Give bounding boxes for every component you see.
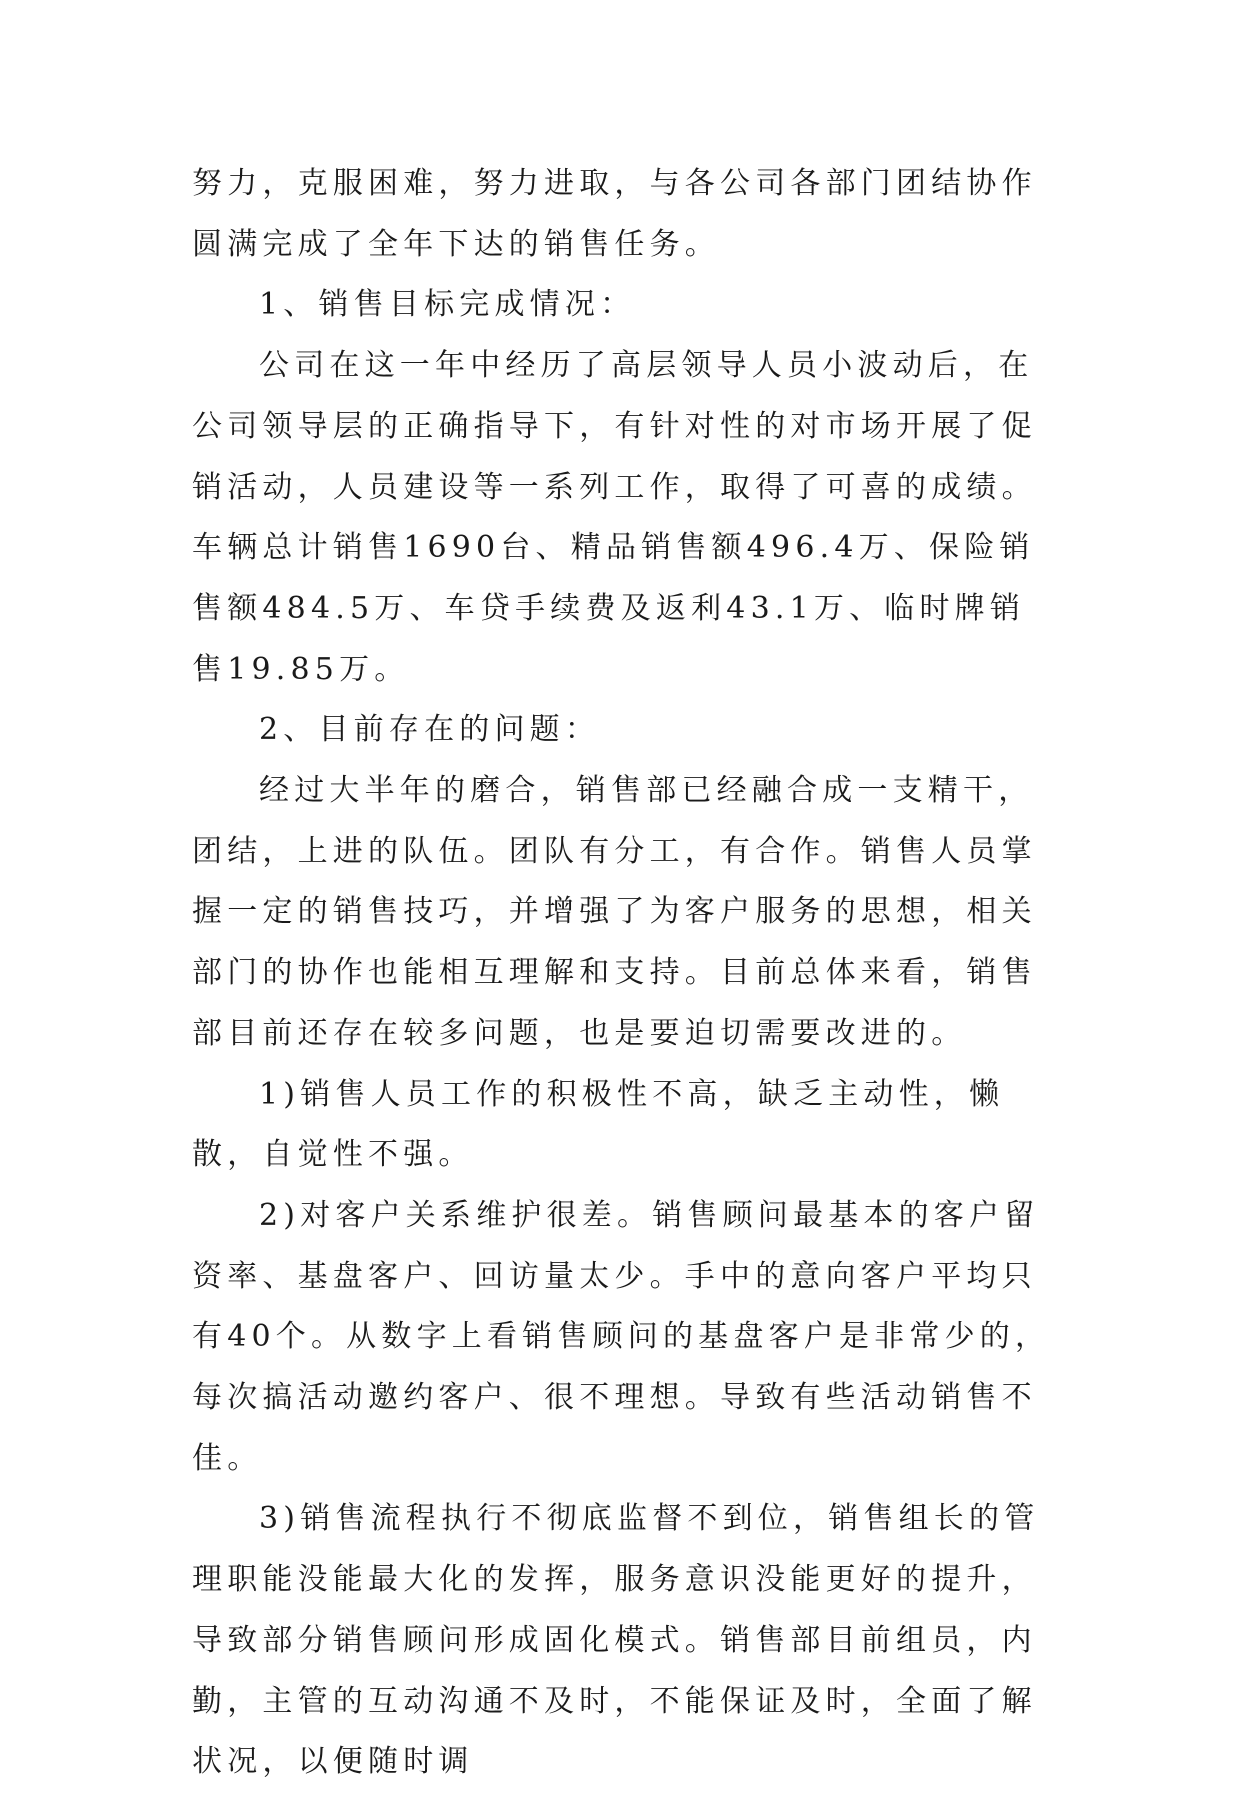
paragraph-team-overview: 经过大半年的磨合，销售部已经融合成一支精干，团结，上进的队伍。团队有分工，有合作。销售人员掌握一定的销售技巧，并增强了为客户服务的思想，相关部门的协作也能相互理解和支持。目前总体来看，销售部目前还存在较多问题，也是要迫切需要改进的。 <box>192 773 1037 1051</box>
document-body <box>192 154 1052 1793</box>
heading-current-problems: 2、目前存在的问题： <box>259 712 601 748</box>
heading-sales-target: 1、销售目标完成情况： <box>259 287 636 323</box>
list-item-problem-1: 1)销售人员工作的积极性不高，缺乏主动性，懒散，自觉性不强。 <box>192 1076 1005 1173</box>
paragraph-sales-results: 公司在这一年中经历了高层领导人员小波动后，在公司领导层的正确指导下，有针对性的对市场开展了促销活动，人员建设等一系列工作，取得了可喜的成绩。车辆总计销售1690台、精品销售额496.4万、保险销售额484.5万、车贷手续费及返利43.1万、临时牌销售19.85万。 <box>192 348 1037 687</box>
list-item-problem-2: 2)对客户关系维护很差。销售顾问最基本的客户留资率、基盘客户、回访量太少。手中的意向客户平均只有40个。从数字上看销售顾问的基盘客户是非常少的，每次搞活动邀约客户、很不理想。导致有些活动销售不佳。 <box>192 1197 1051 1476</box>
list-item-problem-3: 3)销售流程执行不彻底监督不到位，销售组长的管理职能没能最大化的发挥，服务意识没能更好的提升，导致部分销售顾问形成固化模式。销售部目前组员，内勤，主管的互动沟通不及时，不能保证及时，全面了解状况，以便随时调 <box>192 1501 1040 1780</box>
paragraph-continuation: 努力，克服困难，努力进取，与各公司各部门团结协作圆满完成了全年下达的销售任务。 <box>192 166 1037 262</box>
